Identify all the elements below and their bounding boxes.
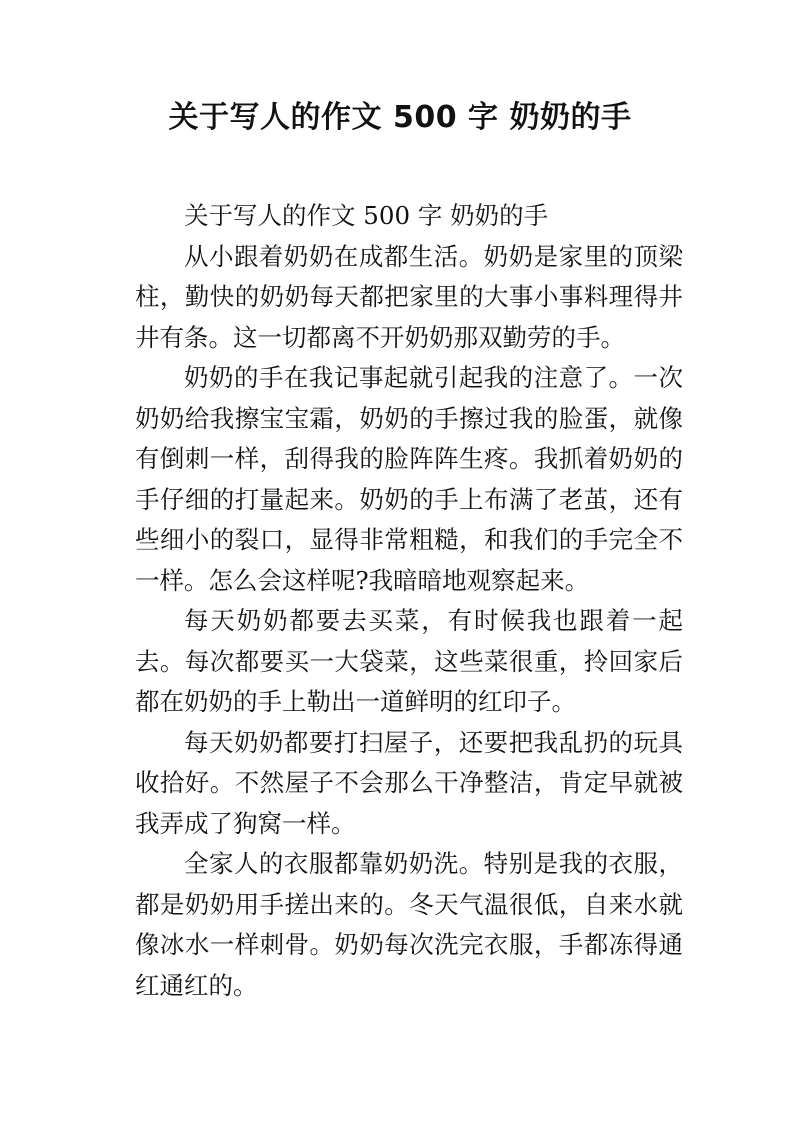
paragraph: 每天奶奶都要去买菜，有时候我也跟着一起去。每次都要买一大袋菜，这些菜很重，拎回家后都在奶奶的手上勒出一道鲜明的红印子。 [135,606,683,716]
document-title: 关于写人的作文 500 字 奶奶的手 [168,100,632,135]
subtitle-line: 关于写人的作文 500 字 奶奶的手 [184,201,549,230]
paragraph: 奶奶的手在我记事起就引起我的注意了。一次奶奶给我擦宝宝霜，奶奶的手擦过我的脸蛋，就像有倒刺一样，刮得我的脸阵阵生疼。我抓着奶奶的手仔细的打量起来。奶奶的手上布满了老茧，还有些细小的裂口，显得非常粗糙，和我们的手完全不一样。怎么会这样呢?我暗暗地观察起来。 [135,363,683,595]
paragraph: 全家人的衣服都靠奶奶洗。特别是我的衣服，都是奶奶用手搓出来的。冬天气温很低，自来水就像冰水一样刺骨。奶奶每次洗完衣服，手都冻得通红通红的。 [135,849,683,1000]
document-body [135,196,683,1006]
paragraph: 每天奶奶都要打扫屋子，还要把我乱扔的玩具收拾好。不然屋子不会那么干净整洁，肯定早就被我弄成了狗窝一样。 [135,727,683,838]
paragraph: 从小跟着奶奶在成都生活。奶奶是家里的顶梁柱，勤快的奶奶每天都把家里的大事小事料理得井井有条。这一切都离不开奶奶那双勤劳的手。 [135,241,683,352]
